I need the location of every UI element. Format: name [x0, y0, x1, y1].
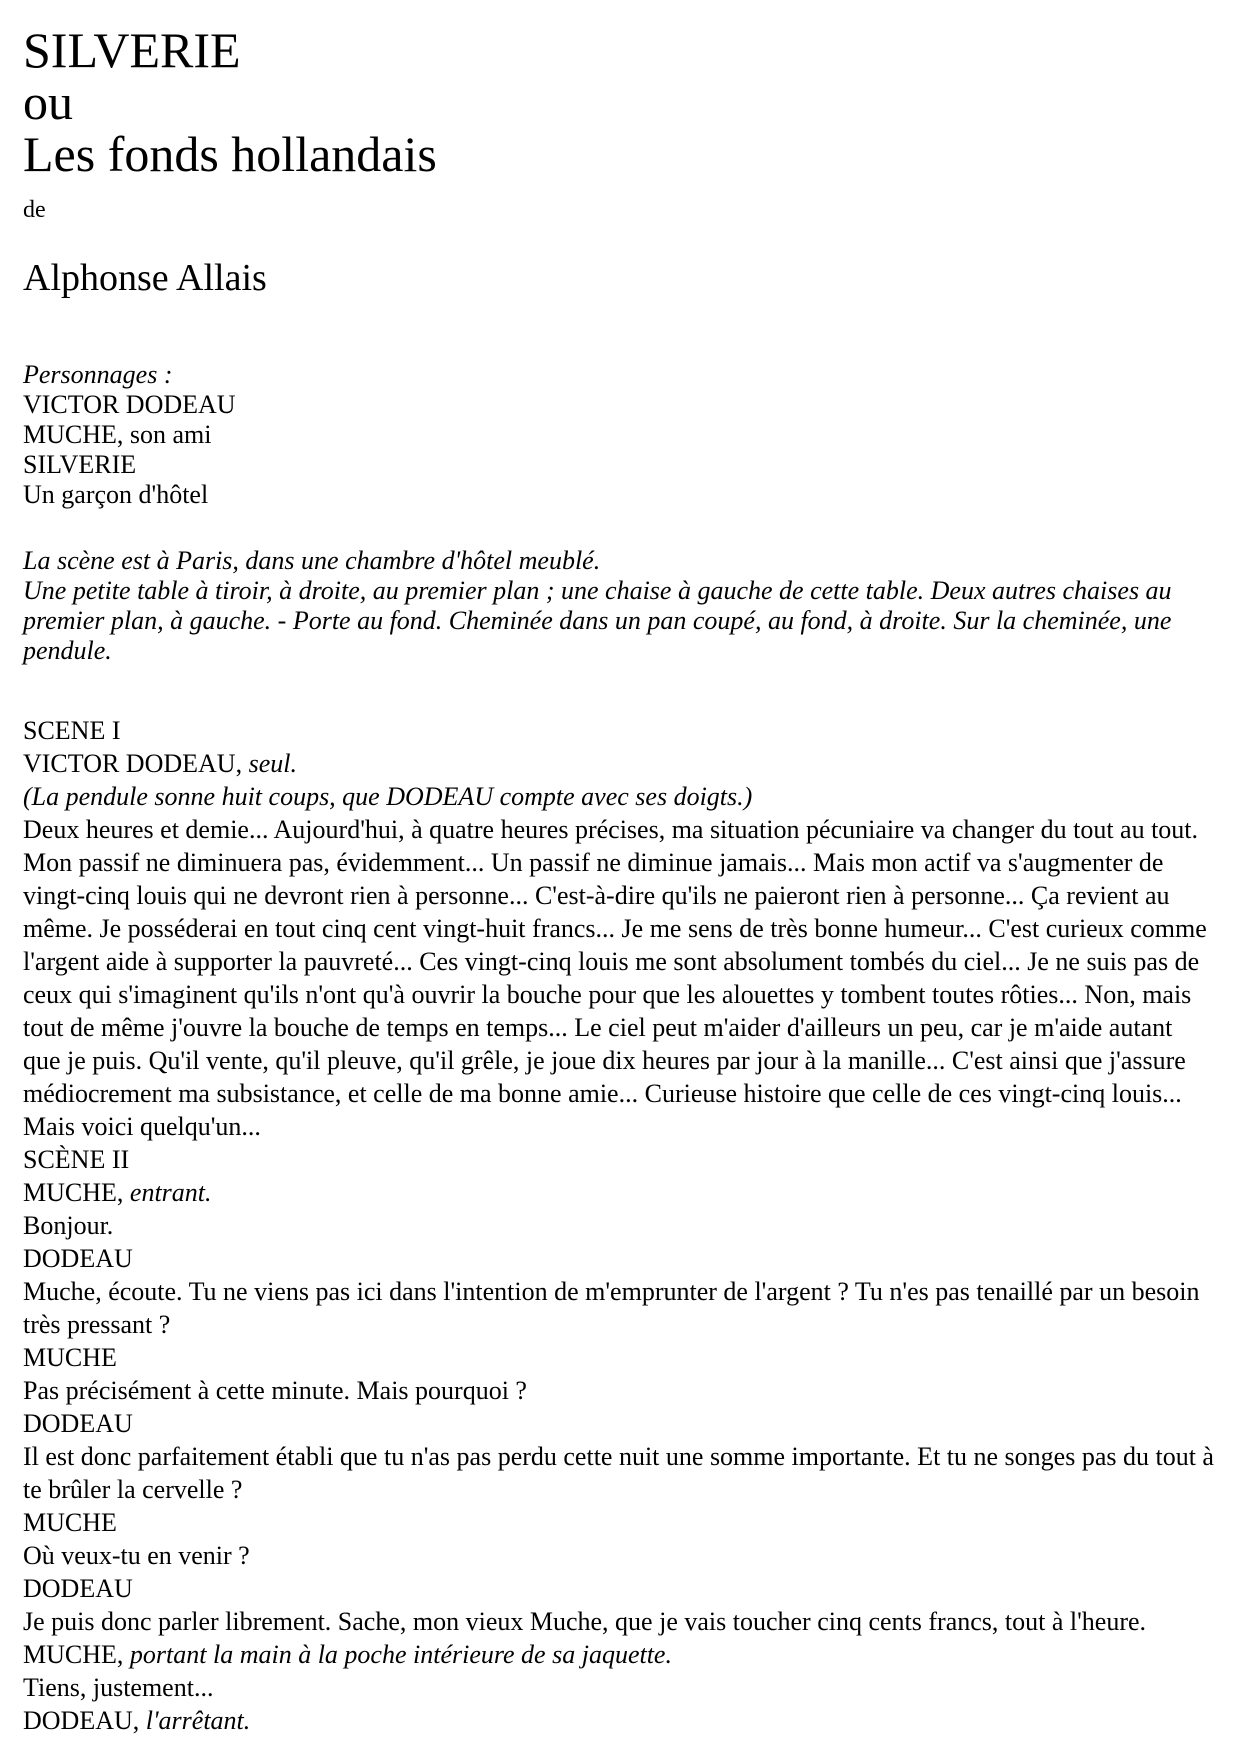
- script-body: [23, 714, 1214, 1737]
- play-title: [23, 24, 1214, 180]
- script-text: VICTOR DODEAU,: [23, 749, 249, 778]
- script-line: [23, 1407, 1214, 1440]
- script-text: Où veux-tu en venir ?: [23, 1541, 250, 1570]
- cast-member: VICTOR DODEAU: [23, 390, 236, 419]
- stage-direction-text: l'arrêtant.: [145, 1706, 251, 1735]
- script-text: Pas précisément à cette minute. Mais pourquoi ?: [23, 1376, 527, 1405]
- title-line-3: Les fonds hollandais: [23, 126, 437, 182]
- script-line: [23, 1440, 1214, 1506]
- script-text: DODEAU: [23, 1409, 133, 1438]
- script-line: [23, 1176, 1214, 1209]
- script-text: MUCHE: [23, 1508, 117, 1537]
- stage-direction-text: portant la main à la poche intérieure de sa jaquette.: [129, 1640, 672, 1669]
- script-text: Je puis donc parler librement. Sache, mon vieux Muche, que je vais toucher cinq cents francs, tout à l'heure.: [23, 1607, 1147, 1636]
- stage-direction-text: seul.: [248, 749, 297, 778]
- script-text: Deux heures et demie... Aujourd'hui, à quatre heures précises, ma situation pécuniaire va changer du tout au tout. Mon passif ne diminuera pas, évidemment... Un passif ne diminue jamais... Mais mon actif va s'augmenter de vingt-cinq louis qui ne devront rien à personne... C'est-à-dire qu'ils ne paieront rien à personne... Ça revient au même. Je posséderai en tout cinq cent vingt-huit francs... Je me sens de très bonne humeur... C'est curieux comme l'argent aide à supporter la pauvreté... Ces vingt-cinq louis me sont absolument tombés du ciel... Je ne suis pas de ceux qui s'imaginent qu'ils n'ont qu'à ouvrir la bouche pour que les alouettes y tombent toutes rôties... Non, mais tout de même j'ouvre la bouche de temps en temps... Le ciel peut m'aider d'ailleurs un peu, car je m'aide autant que je puis. Qu'il vente, qu'il pleuve, qu'il grêle, je joue dix heures par jour à la manille... C'est ainsi que j'assure médiocrement ma subsistance, et celle de ma bonne amie... Curieuse histoire que celle de ces vingt-cinq louis... Mais voici quelqu'un...: [23, 815, 1207, 1141]
- script-text: MUCHE,: [23, 1178, 130, 1207]
- script-text: Muche, écoute. Tu ne viens pas ici dans l'intention de m'emprunter de l'argent ? Tu n'es pas tenaillé par un besoin très pressant ?: [23, 1277, 1200, 1339]
- setting-description: [23, 546, 1214, 666]
- setting-line: Une petite table à tiroir, à droite, au premier plan ; une chaise à gauche de cette table. Deux autres chaises au premier plan, à gauche. - Porte au fond. Cheminée dans un pan coupé, au fond, à droite. Sur la cheminée, une pendule.: [23, 576, 1172, 665]
- script-line: [23, 1242, 1214, 1275]
- cast-member: MUCHE, son ami: [23, 420, 212, 449]
- stage-direction-text: entrant.: [129, 1178, 212, 1207]
- script-line: [23, 1572, 1214, 1605]
- script-line: [23, 780, 1214, 813]
- script-text: DODEAU: [23, 1244, 133, 1273]
- script-line: [23, 1605, 1214, 1638]
- script-line: [23, 1341, 1214, 1374]
- script-line: [23, 747, 1214, 780]
- cast-list: [23, 360, 1214, 510]
- script-text: Il est donc parfaitement établi que tu n'as pas perdu cette nuit une somme importante. Et tu ne songes pas du tout à te brûler la cervelle ?: [23, 1442, 1214, 1504]
- script-text: SCÈNE II: [23, 1145, 130, 1174]
- cast-member: Un garçon d'hôtel: [23, 480, 209, 509]
- title-line-2: ou: [23, 74, 73, 130]
- cast-heading: Personnages :: [23, 360, 173, 389]
- script-text: DODEAU: [23, 1574, 133, 1603]
- byline: de: [23, 197, 46, 223]
- script-line: [23, 1209, 1214, 1242]
- script-text: Tiens, justement...: [23, 1673, 214, 1702]
- cast-member: SILVERIE: [23, 450, 137, 479]
- script-text: DODEAU,: [23, 1706, 146, 1735]
- script-text: Bonjour.: [23, 1211, 114, 1240]
- script-line: [23, 1539, 1214, 1572]
- script-text: MUCHE,: [23, 1640, 130, 1669]
- script-line: [23, 1671, 1214, 1704]
- script-line: [23, 1275, 1214, 1341]
- script-text: SCENE I: [23, 716, 121, 745]
- title-line-1: SILVERIE: [23, 22, 241, 78]
- script-line: [23, 1374, 1214, 1407]
- author-name: Alphonse Allais: [23, 257, 267, 299]
- script-line: [23, 714, 1214, 747]
- script-text: MUCHE: [23, 1343, 117, 1372]
- stage-direction-text: (La pendule sonne huit coups, que DODEAU compte avec ses doigts.): [23, 782, 753, 811]
- script-line: [23, 1143, 1214, 1176]
- script-line: [23, 1506, 1214, 1539]
- script-line: [23, 813, 1214, 1143]
- setting-line: La scène est à Paris, dans une chambre d'hôtel meublé.: [23, 546, 601, 575]
- script-line: [23, 1638, 1214, 1671]
- script-line: [23, 1704, 1214, 1737]
